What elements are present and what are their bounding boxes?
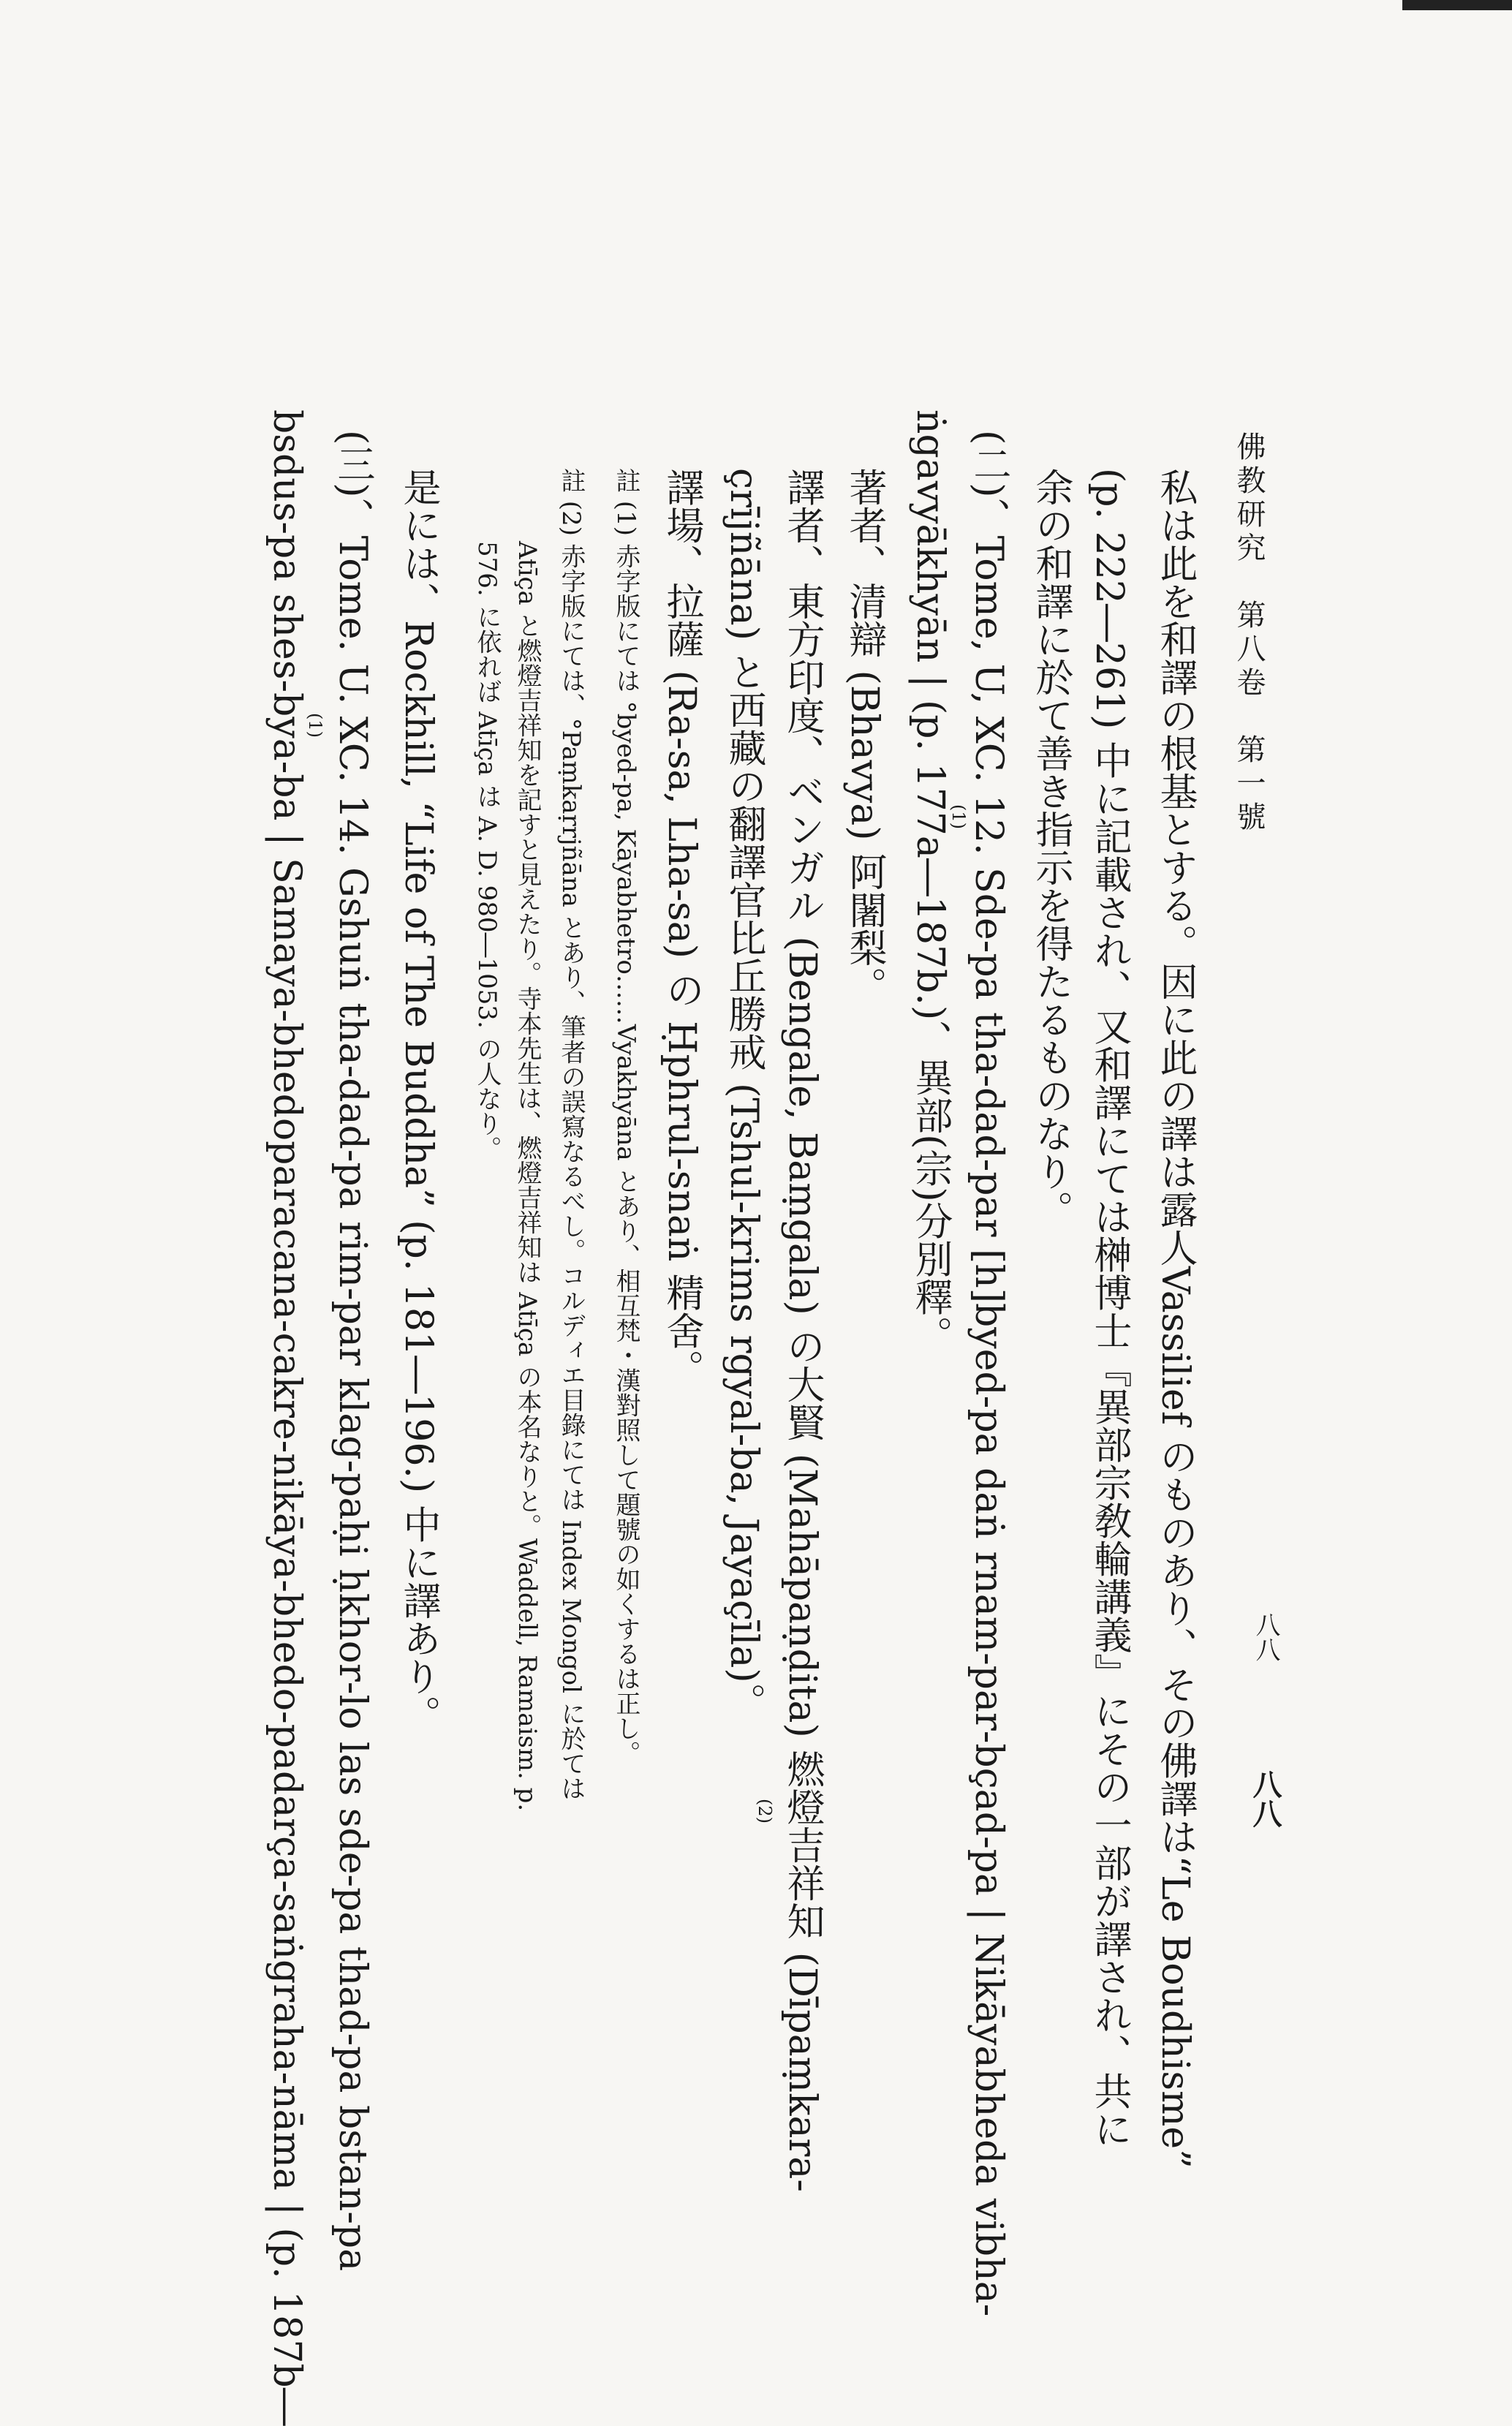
body-line-author: 著者、清辯 (Bhavya) 阿闍梨。: [842, 468, 886, 1005]
footnote-marker-3: (1): [305, 713, 325, 738]
body-line-3: 余の和譯に於て善き指示を得たるものなり。: [1029, 468, 1073, 1228]
body-line-2: (p. 222―261) 中に記載され、又和譯にては榊博士『異部宗敎輪講義』にその一部が譯され、共に: [1087, 468, 1131, 2148]
footnote-2-cont-1: Atīça と燃燈吉祥知を記すと見えたり。寺本先生は、燃燈吉祥知は Atīça の本名なりと。Waddell, Ramaism. p.: [513, 541, 542, 1812]
body-line-translator-cont: çrījñāna) と西藏の翻譯官比丘勝戒 (Tshul-krims rgyal-ba, Jayaçīla)。: [722, 468, 766, 1721]
footnote-2: 註 (2) 赤字版にては、°Paṃkaṛrjñāna とあり、筆者の誤寫なるべし。コルディエ目錄にては Index Mongol に於ては: [556, 468, 586, 1801]
body-line-last: bsdus-pa shes-bya-ba | Samaya-bhedoparacana-cakre-nikāya-bhedo-padarça-saṅgraha-nāma | (p. 187b―: [265, 409, 309, 2426]
section-2-heading-text: (二)、Tome, U, XC. 12. Sde-pa tha-dad-par [h]byed-pa daṅ rnam-par-bçad-pa | Nikāyabheda vibha-: [967, 430, 1010, 2317]
running-header: 佛教研究 第八卷 第一號: [1232, 431, 1266, 835]
footnote-1: 註 (1) 赤字版にては °byed-pa, Kāyabhetro……Vyakhyāna とあり、相互梵・漢對照して題號の如くするは正し。: [611, 468, 640, 1766]
body-line-1: 私は此を和譯の根基とする。因に此の譯は露人Vassilief のものあり、その佛譯は“Le Boudhisme”: [1153, 468, 1197, 2169]
section-3-heading: (三)、Tome. U. XC. 14. Gshuṅ tha-dad-pa rim-par klag-paḥi ḥkhor-lo las sde-pa thad-pa bstan-pa: [330, 430, 374, 2272]
page-number-bold: 八八: [1248, 1769, 1282, 1828]
body-line-5: ṅgavyākhyān | (p. 177a―187b.)、異部(宗)分別釋。: [908, 409, 952, 1354]
footnote-marker-1: (1): [948, 804, 969, 829]
body-line-rockhill: 是には、Rockhill, “Life of The Buddha” (p. 181―196.) 中に譯あり。: [396, 468, 440, 1734]
body-line-place: 譯場、拉薩 (Ra-sa, Lha-sa) の Ḥphrul-snaṅ 精舍。: [659, 468, 703, 1388]
footnote-2-cont-2: 576. に依れば Atīça は A. D. 980―1053. の人なり。: [472, 541, 502, 1161]
body-line-translator: 譯者、東方印度、ベンガル (Bengale, Baṃgala) の大賢 (Mahāpaṇḍita) 燃燈吉祥知 (Dīpaṃkara-: [780, 468, 824, 2192]
footnote-marker-2: (2): [755, 1799, 775, 1824]
section-2-heading-line: [969, 430, 1008, 2316]
page-number-kanji: 八八: [1251, 1612, 1280, 1662]
